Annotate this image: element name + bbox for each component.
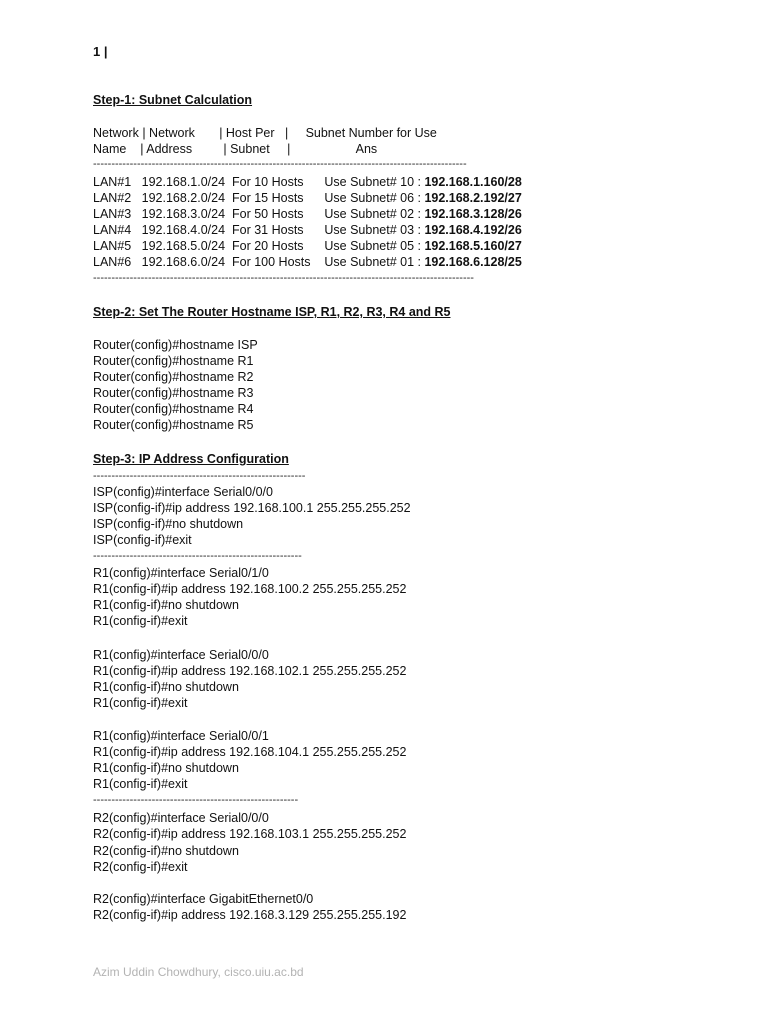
table-header-row-1: Network | Network | Host Per | Subnet Number for Use [93,126,437,140]
row-answer: 192.168.2.192/27 [424,191,522,205]
config-line: R1(config-if)#exit [93,614,188,628]
table-row [93,254,522,270]
config-line: R1(config-if)#exit [93,777,188,791]
config-line: R2(config-if)#ip address 192.168.3.129 255.255.255.192 [93,908,407,922]
row-answer: 192.168.5.160/27 [424,239,522,253]
config-line: R2(config-if)#no shutdown [93,844,239,858]
table-header-row-2: Name | Address | Subnet | Ans [93,142,378,156]
config-line: R1(config-if)#ip address 192.168.104.1 255.255.255.252 [93,745,407,759]
page-number: 1 | [93,44,108,59]
table-separator-bottom: -------------------------------------------------------------------------------------------------------- [93,272,474,284]
config-line: R1(config-if)#ip address 192.168.100.2 255.255.255.252 [93,582,407,596]
config-line: Router(config)#hostname ISP [93,338,258,352]
config-line: Router(config)#hostname R2 [93,370,254,384]
config-line: R1(config-if)#ip address 192.168.102.1 255.255.255.252 [93,664,407,678]
config-line: R1(config)#interface Serial0/1/0 [93,566,269,580]
step1-heading: Step-1: Subnet Calculation [93,93,253,107]
config-line: R1(config)#interface Serial0/0/1 [93,729,269,743]
row-text: LAN#3 192.168.3.0/24 For 50 Hosts Use Subnet# 02 : [93,207,425,221]
config-line: R1(config-if)#no shutdown [93,680,239,694]
table-row [93,238,522,254]
separator: ---------------------------------------------------------- [93,470,306,482]
step3-heading: Step-3: IP Address Configuration [93,452,289,466]
config-line: Router(config)#hostname R5 [93,418,254,432]
config-line: R2(config)#interface Serial0/0/0 [93,811,269,825]
step2-heading: Step-2: Set The Router Hostname ISP, R1, R2, R3, R4 and R5 [93,305,451,319]
config-line: ISP(config-if)#no shutdown [93,517,244,531]
row-answer: 192.168.6.128/25 [424,255,522,269]
config-line: R1(config-if)#no shutdown [93,761,239,775]
row-text: LAN#2 192.168.2.0/24 For 15 Hosts Use Subnet# 06 : [93,191,425,205]
page-footer: Azim Uddin Chowdhury, cisco.uiu.ac.bd [93,965,304,979]
config-line: Router(config)#hostname R1 [93,354,254,368]
config-line: ISP(config)#interface Serial0/0/0 [93,485,273,499]
config-line: R1(config-if)#no shutdown [93,598,239,612]
row-answer: 192.168.1.160/28 [424,175,522,189]
config-line: Router(config)#hostname R4 [93,402,254,416]
config-line: ISP(config-if)#exit [93,533,192,547]
row-answer: 192.168.3.128/26 [424,207,522,221]
table-row [93,206,522,222]
row-text: LAN#6 192.168.6.0/24 For 100 Hosts Use Subnet# 01 : [93,255,425,269]
row-text: LAN#1 192.168.1.0/24 For 10 Hosts Use Subnet# 10 : [93,175,425,189]
row-text: LAN#5 192.168.5.0/24 For 20 Hosts Use Subnet# 05 : [93,239,425,253]
config-line: R2(config-if)#exit [93,860,188,874]
separator: -------------------------------------------------------- [93,794,299,806]
separator: --------------------------------------------------------- [93,550,302,562]
config-line: R2(config)#interface GigabitEthernet0/0 [93,892,314,906]
table-row [93,190,522,206]
config-line: Router(config)#hostname R3 [93,386,254,400]
table-row [93,174,522,190]
config-line: R2(config-if)#ip address 192.168.103.1 255.255.255.252 [93,827,407,841]
row-text: LAN#4 192.168.4.0/24 For 31 Hosts Use Subnet# 03 : [93,223,425,237]
row-answer: 192.168.4.192/26 [424,223,522,237]
config-line: ISP(config-if)#ip address 192.168.100.1 255.255.255.252 [93,501,411,515]
config-line: R1(config-if)#exit [93,696,188,710]
table-separator-top: ------------------------------------------------------------------------------------------------------ [93,158,467,170]
config-line: R1(config)#interface Serial0/0/0 [93,648,269,662]
table-row [93,222,522,238]
